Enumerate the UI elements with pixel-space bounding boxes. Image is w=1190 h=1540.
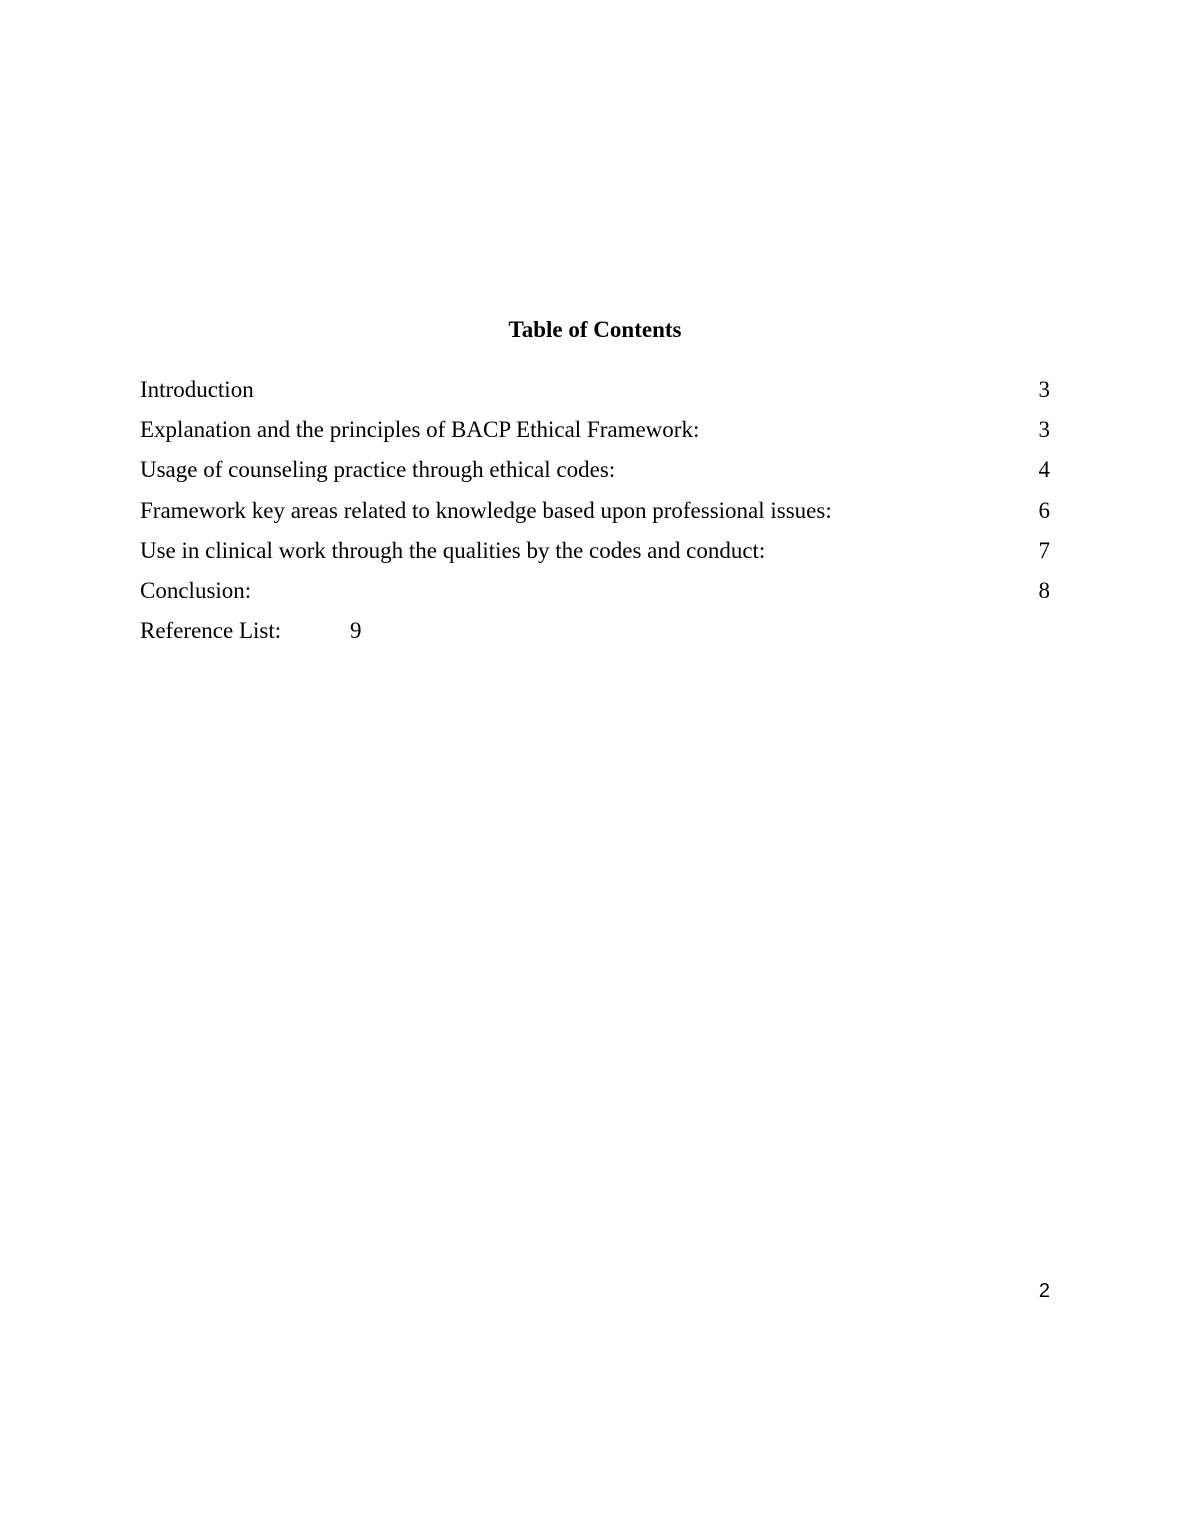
toc-entry-page: 9: [350, 618, 362, 643]
toc-entry-reference-list[interactable]: [140, 616, 1050, 646]
toc-entry-page: 8: [1038, 578, 1050, 603]
toc-entry-page: 3: [1038, 417, 1050, 442]
toc-entry-counseling-practice[interactable]: [140, 455, 1050, 485]
page-number: 2: [1038, 1280, 1050, 1302]
toc-entry-label: Usage of counseling practice through ethical codes:: [140, 457, 616, 482]
toc-entry-page: 4: [1038, 457, 1050, 482]
toc-entry-label: Introduction: [140, 377, 254, 402]
toc-entry-bacp-framework[interactable]: [140, 415, 1050, 445]
toc-entry-label: Reference List:: [140, 618, 282, 643]
toc-entry-page: 7: [1038, 538, 1050, 563]
toc-entry-label: Use in clinical work through the qualities by the codes and conduct:: [140, 538, 766, 563]
toc-entry-label: Explanation and the principles of BACP Ethical Framework:: [140, 417, 700, 442]
toc-entry-label: Conclusion:: [140, 578, 252, 603]
toc-entry-introduction[interactable]: [140, 375, 1050, 405]
toc-entry-framework-key-areas[interactable]: [140, 496, 1050, 526]
toc-entry-label: Framework key areas related to knowledge based upon professional issues:: [140, 498, 832, 523]
toc-entry-page: 6: [1038, 498, 1050, 523]
toc-entry-conclusion[interactable]: [140, 576, 1050, 606]
toc-entry-clinical-work[interactable]: [140, 536, 1050, 566]
toc-entry-page: 3: [1038, 377, 1050, 402]
toc-title: Table of Contents: [508, 317, 682, 342]
